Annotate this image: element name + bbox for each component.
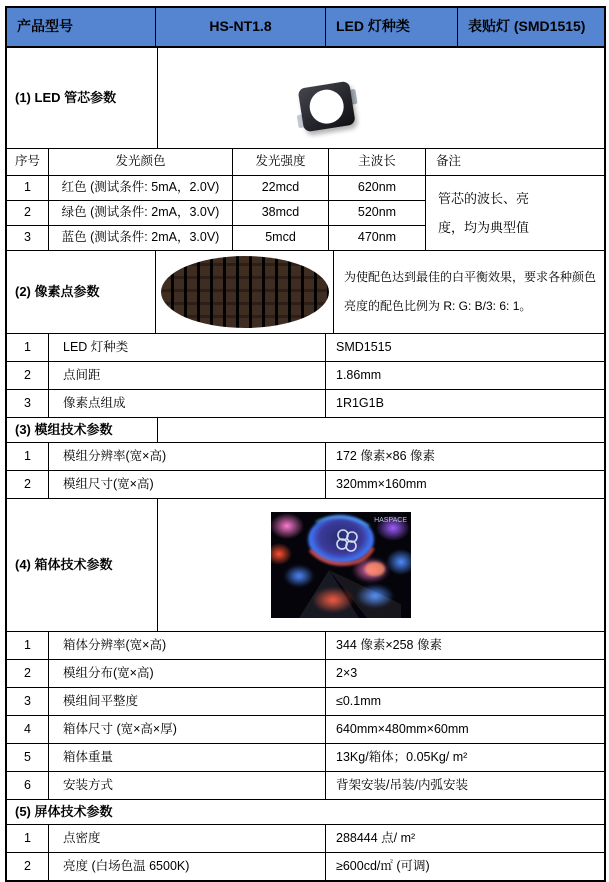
col-header-wavelength: 主波长 bbox=[329, 149, 426, 175]
row-index: 2 bbox=[7, 853, 49, 880]
col-header-index: 序号 bbox=[7, 149, 49, 175]
wavelength-value: 470nm bbox=[329, 226, 426, 250]
led-table-row-red bbox=[7, 176, 426, 200]
spec-label: LED 灯种类 bbox=[49, 334, 326, 361]
section4-title: (4) 箱体技术参数 bbox=[7, 499, 158, 631]
led-remark-cell bbox=[426, 176, 604, 250]
empty-cell bbox=[158, 418, 604, 442]
spec-label: 点密度 bbox=[49, 825, 326, 852]
spec-row bbox=[7, 442, 604, 470]
led-table-body bbox=[7, 175, 604, 250]
spec-value: 288444 点/ m² bbox=[336, 830, 416, 845]
emit-color: 红色 (测试条件: 5mA，2.0V) bbox=[49, 176, 233, 200]
product-model-label: 产品型号 bbox=[7, 8, 156, 46]
spec-value: 背架安装/吊装/内弧安装 bbox=[336, 777, 468, 792]
intensity-value: 5mcd bbox=[233, 226, 329, 250]
row-index: 3 bbox=[7, 688, 49, 715]
spec-label: 模组分布(宽×高) bbox=[49, 660, 326, 687]
spec-label: 安装方式 bbox=[49, 772, 326, 799]
led-table-rows bbox=[7, 176, 426, 250]
section2-title: (2) 像素点参数 bbox=[7, 251, 156, 333]
section3-title: (3) 模组技术参数 bbox=[7, 418, 158, 442]
section1-title: (1) LED 管芯参数 bbox=[7, 48, 158, 148]
led-remark-text: 管芯的波长、亮度，均为典型值 bbox=[438, 191, 530, 235]
row-index: 1 bbox=[7, 443, 49, 470]
led-display-demo-image bbox=[271, 512, 411, 618]
spec-label: 亮度 (白场色温 6500K) bbox=[49, 853, 326, 880]
image-watermark: HASPACE bbox=[374, 517, 407, 524]
spec-row bbox=[7, 361, 604, 389]
row-index: 1 bbox=[7, 176, 49, 200]
row-index: 2 bbox=[7, 362, 49, 389]
row-index: 2 bbox=[7, 201, 49, 225]
row-index: 4 bbox=[7, 716, 49, 743]
spec-label: 模组尺寸(宽×高) bbox=[49, 471, 326, 498]
spec-value: 640mm×480mm×60mm bbox=[336, 721, 469, 736]
spec-label: 像素点组成 bbox=[49, 390, 326, 417]
spec-value: 1R1G1B bbox=[336, 395, 384, 410]
spec-row bbox=[7, 631, 604, 659]
section2-image-cell bbox=[156, 251, 334, 333]
wavelength-value: 520nm bbox=[329, 201, 426, 225]
spec-row bbox=[7, 333, 604, 361]
col-header-intensity: 发光强度 bbox=[233, 149, 329, 175]
led-table-header-row bbox=[7, 148, 604, 175]
title-header-row bbox=[7, 8, 604, 47]
spec-label: 模组间平整度 bbox=[49, 688, 326, 715]
row-index: 3 bbox=[7, 390, 49, 417]
spec-label: 点间距 bbox=[49, 362, 326, 389]
col-header-color: 发光颜色 bbox=[49, 149, 233, 175]
led-table-row-green bbox=[7, 200, 426, 225]
spec-value: ≥600cd/㎡ (可调) bbox=[336, 858, 430, 873]
spec-label: 模组分辨率(宽×高) bbox=[49, 443, 326, 470]
led-type-value: 表贴灯 (SMD1515) bbox=[468, 18, 586, 35]
spec-row bbox=[7, 470, 604, 498]
spec-value: 13Kg/箱体；0.05Kg/ m² bbox=[336, 749, 468, 764]
row-index: 1 bbox=[7, 334, 49, 361]
spec-row bbox=[7, 852, 604, 880]
spec-row bbox=[7, 659, 604, 687]
emit-color: 绿色 (测试条件: 2mA，3.0V) bbox=[49, 201, 233, 225]
spec-value: 344 像素×258 像素 bbox=[336, 637, 442, 652]
spec-label: 箱体分辨率(宽×高) bbox=[49, 632, 326, 659]
section3-title-row bbox=[7, 417, 604, 442]
wavelength-value: 620nm bbox=[329, 176, 426, 200]
white-balance-note-cell bbox=[334, 251, 604, 333]
intensity-value: 38mcd bbox=[233, 201, 329, 225]
chip-body bbox=[298, 81, 356, 133]
spec-row bbox=[7, 687, 604, 715]
section5-title-row bbox=[7, 799, 604, 824]
section4-row bbox=[7, 498, 604, 631]
smd-led-chip-image bbox=[298, 81, 356, 133]
row-index: 3 bbox=[7, 226, 49, 250]
spec-row bbox=[7, 389, 604, 417]
led-type-label: LED 灯种类 bbox=[326, 8, 458, 46]
row-index: 6 bbox=[7, 772, 49, 799]
row-index: 1 bbox=[7, 825, 49, 852]
spec-row bbox=[7, 743, 604, 771]
col-header-remark: 备注 bbox=[436, 154, 462, 169]
chip-lens bbox=[307, 87, 346, 126]
spec-value: 320mm×160mm bbox=[336, 476, 427, 491]
spec-table bbox=[5, 6, 606, 882]
led-table-row-blue bbox=[7, 225, 426, 250]
row-index: 2 bbox=[7, 471, 49, 498]
spec-label: 箱体重量 bbox=[49, 744, 326, 771]
section1-image-cell bbox=[158, 48, 604, 148]
emit-color: 蓝色 (测试条件: 2mA，3.0V) bbox=[49, 226, 233, 250]
intensity-value: 22mcd bbox=[233, 176, 329, 200]
spec-label: 箱体尺寸 (宽×高×厚) bbox=[49, 716, 326, 743]
section1-row bbox=[7, 47, 604, 148]
spec-value: ≤0.1mm bbox=[336, 693, 382, 708]
main-jellyfish bbox=[308, 515, 374, 565]
white-balance-note: 为使配色达到最佳的白平衡效果，要求各种颜色亮度的配色比例为 R: G: B/3: 6: 1。 bbox=[344, 270, 597, 313]
spec-value: 172 像素×86 像素 bbox=[336, 448, 436, 463]
section4-image-cell bbox=[158, 499, 604, 631]
row-index: 2 bbox=[7, 660, 49, 687]
section2-row bbox=[7, 250, 604, 333]
spec-value: 2×3 bbox=[336, 665, 358, 680]
pixel-dots-image bbox=[161, 256, 329, 328]
spec-value: SMD1515 bbox=[336, 339, 392, 354]
section5-title: (5) 屏体技术参数 bbox=[15, 803, 113, 819]
product-model-value: HS-NT1.8 bbox=[156, 8, 326, 46]
spec-value: 1.86mm bbox=[336, 367, 382, 382]
spec-row bbox=[7, 824, 604, 852]
spec-row bbox=[7, 771, 604, 799]
row-index: 1 bbox=[7, 632, 49, 659]
spec-row bbox=[7, 715, 604, 743]
row-index: 5 bbox=[7, 744, 49, 771]
